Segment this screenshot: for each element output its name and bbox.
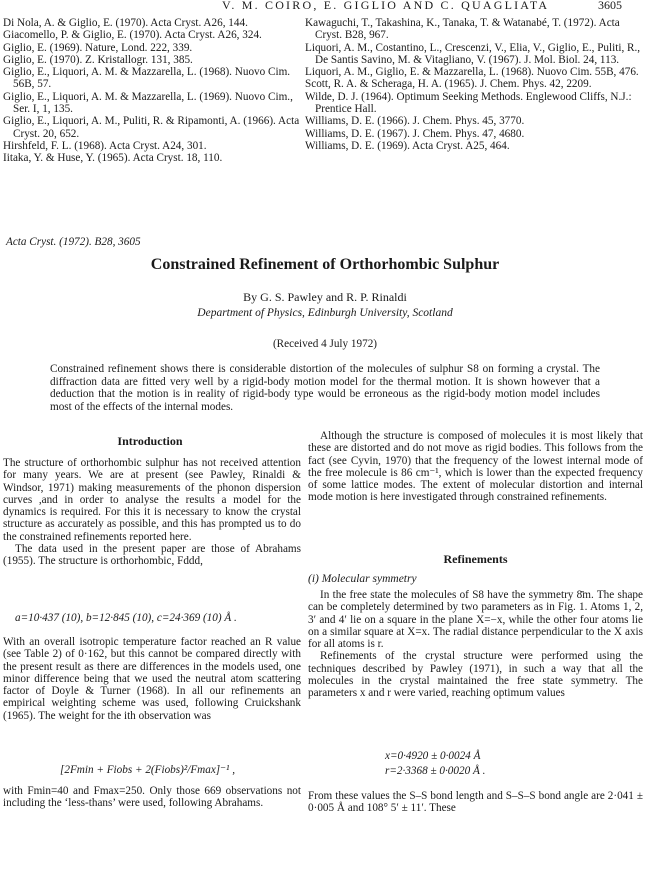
reference-entry: Kawaguchi, T., Takashina, K., Tanaka, T. & Watanabé, T. (1972). Acta Cryst. B28, 967.	[305, 17, 620, 42]
reference-entry: Williams, D. E. (1966). J. Chem. Phys. 45, 3770.	[305, 115, 525, 128]
page-number: 3605	[598, 0, 622, 12]
reference-entry: Di Nola, A. & Giglio, E. (1970). Acta Cryst. A26, 144.	[3, 17, 248, 29]
paragraph: The data used in the present paper are those of Abrahams (1955). The structure is orthorhombic, Fddd,	[3, 543, 301, 568]
paragraph: Although the structure is composed of molecules it is most likely that these are distorted and do not move as rigid bodies. This follows from the fact (see Cyvin, 1970) that the frequency of the lowest internal mode of the free molecule is 86 cm⁻¹, which is lower than the expected frequency of some lattice modes. The extent of molecular distortion and internal mode motion is here investigated through constrained refinements.	[308, 430, 643, 504]
reference-entry: Iitaka, Y. & Huse, Y. (1965). Acta Cryst. 18, 110.	[3, 152, 223, 165]
equation-x: x=0·4920 ± 0·0024 Å	[385, 750, 481, 762]
left-column-body-2	[3, 636, 301, 722]
reference-entry: Williams, D. E. (1969). Acta Cryst. A25, 464.	[305, 139, 510, 152]
reference-entry: Wilde, D. J. (1964). Optimum Seeking Methods. Englewood Cliffs, N.J.: Prentice Hall.	[305, 90, 632, 116]
section-heading-introduction: Introduction	[117, 434, 183, 448]
reference-entry: Giglio, E., Liquori, A. M. & Mazzarella, L. (1968). Nuovo Cim. 56B, 57.	[3, 66, 291, 91]
running-header	[0, 0, 650, 14]
right-column-body-2	[308, 589, 643, 700]
paragraph: In the free state the molecules of S8 have the symmetry 8̄m. The shape can be completely determined by two parameters as in Fig. 1. Atoms 1, 2, 3′ and 4′ lie on a square in the plane X=−x, while the other four atoms lie on a similar square at X=x. The radial distance perpendicular to the X axis for all atoms is r.	[308, 589, 643, 651]
reference-entry: Scott, R. A. & Scheraga, H. A. (1965). J. Chem. Phys. 42, 2209.	[305, 78, 592, 91]
article-title: Constrained Refinement of Orthorhombic Sulphur	[150, 256, 500, 273]
abstract: Constrained refinement shows there is considerable distortion of the molecules of sulphur S8 on forming a crystal. The diffraction data are fitted very well by a rigid-body motion model for the thermal motion. It is shown however that a deduction that the motion is in reality of rigid-body type would be erroneous as the rigid-body motion model includes most of the effects of the internal modes.	[50, 363, 600, 413]
references-left	[3, 17, 303, 165]
left-column-body-3	[3, 785, 301, 810]
journal-citation: Acta Cryst. (1972). B28, 3605	[6, 236, 141, 248]
reference-entry: Giglio, E., Liquori, A. M., Puliti, R. & Ripamonti, A. (1966). Acta Cryst. 20, 652.	[3, 115, 300, 140]
paragraph: With an overall isotropic temperature factor reached an R value (see Table 2) of 0·162, but this cannot be compared directly with the present result as there are differences in the models used, one minor difference being that we used the neutral atom scattering factor of Doyle & Turner (1968). In all our refinements an empirical weighting scheme was used, following Cruickshank (1965). The weight for the ith observation was	[3, 636, 301, 722]
paragraph: with Fmin=40 and Fmax=250. Only those 669 observations not including the ‘less-thans’ were used, following Abrahams.	[3, 785, 301, 810]
subsection-heading: (i) Molecular symmetry	[308, 573, 417, 585]
reference-entry: Williams, D. E. (1967). J. Chem. Phys. 47, 4680.	[305, 127, 525, 140]
running-head: V. M. COIRO, E. GIGLIO AND C. QUAGLIATA	[222, 0, 550, 12]
right-column-body	[308, 430, 643, 504]
reference-entry: Liquori, A. M., Giglio, E. & Mazzarella, L. (1968). Nuovo Cim. 55B, 476.	[305, 66, 639, 79]
paragraph: From these values the S–S bond length and S–S–S bond angle are 2·041 ± 0·005 Å and 108° 5′ ± 11′. These	[308, 790, 643, 815]
cell-parameters: a=10·437 (10), b=12·845 (10), c=24·369 (10) Å .	[15, 612, 237, 624]
authors: By G. S. Pawley and R. P. Rinaldi	[243, 290, 407, 304]
section-heading-refinements: Refinements	[443, 552, 508, 566]
reference-entry: Hirshfeld, F. L. (1968). Acta Cryst. A24, 301.	[3, 139, 207, 152]
reference-entry: Giglio, E. (1970). Z. Kristallogr. 131, 385.	[3, 53, 193, 66]
received-date: (Received 4 July 1972)	[272, 338, 378, 350]
paragraph: Refinements of the crystal structure were performed using the techniques described by Pawley (1971), in such a way that all the molecules in the crystal maintained the free state symmetry. The parameters x and r were varied, reaching optimum values	[308, 650, 643, 700]
references-right	[305, 17, 645, 152]
weighting-equation: [2Fmin + Fiobs + 2(Fiobs)²/Fmax]⁻¹ ,	[60, 764, 236, 776]
right-column-body-3	[308, 790, 643, 815]
reference-entry: Giacomello, P. & Giglio, E. (1970). Acta Cryst. A26, 324.	[3, 29, 262, 42]
affiliation: Department of Physics, Edinburgh University, Scotland	[197, 307, 453, 319]
reference-entry: Giglio, E. (1969). Nature, Lond. 222, 339.	[3, 41, 193, 54]
paragraph: The structure of orthorhombic sulphur has not received attention for many years. We are at present (see Pawley, Rinaldi & Windsor, 1971) making measurements of the phonon dispersion curves ,and in order to analyse the results a model for the dynamics is required. For this it is necessary to know the crystal structure as accurately as possible, and this has prompted us to do the constrained refinements reported here.	[3, 457, 301, 543]
reference-entry: Liquori, A. M., Costantino, L., Crescenzi, V., Elia, V., Giglio, E., Puliti, R., De Santis Savino, M. & Vitagliano, V. (1967). J. Mol. Biol. 24, 113.	[305, 41, 641, 66]
left-column-body	[3, 457, 301, 568]
reference-entry: Giglio, E., Liquori, A. M. & Mazzarella, L. (1969). Nuovo Cim., Ser. I, 1, 135.	[3, 90, 293, 116]
equation-r: r=2·3368 ± 0·0020 Å .	[385, 765, 486, 777]
